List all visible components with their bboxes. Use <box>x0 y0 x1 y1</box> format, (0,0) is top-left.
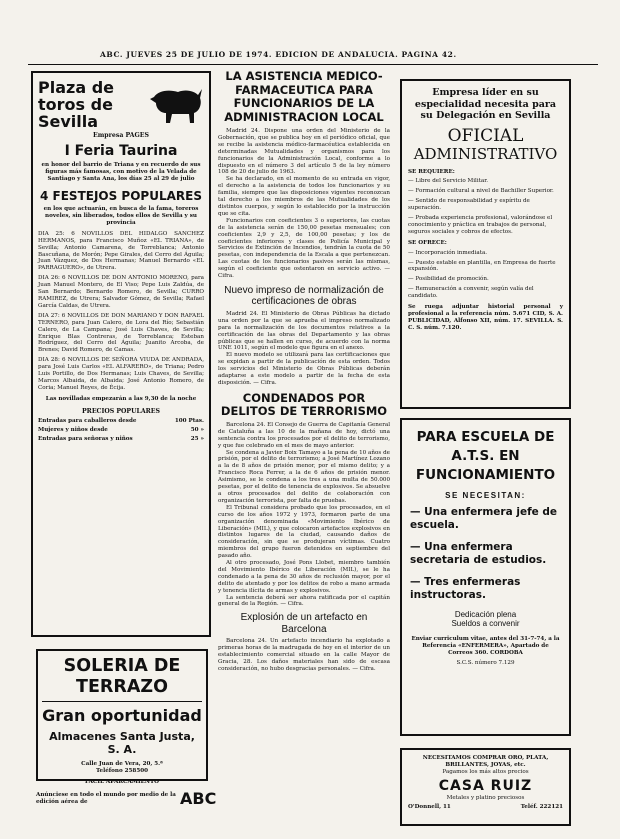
empresa-footer: Se ruega adjuntar historial personal y profesional a la referencia núm. 5.671 CID, S. A. PUBLICIDAD, Alfonso XII, núm. 17. SEVILLA. S. C. S. núm. 7.120. <box>408 304 563 331</box>
ruiz-name: CASA RUIZ <box>438 777 533 794</box>
plaza-empresa: Empresa PAGES <box>93 132 149 139</box>
certificaciones-para: Madrid 24. El Ministerio de Obras Públicas ha dictado una orden por la que se aprueba el impreso normalizado para la normalización de los documentos relativos a la certificación de las obras del Departamento y las obras públicas que se hallen en curso, de acuerdo con la norma UNE 1011, según el modelo que figura en el anexo. <box>218 310 390 352</box>
feria-title: I Feria Taurina <box>64 143 178 160</box>
day-3: DIA 27: 6 NOVILLOS DE DON MARIANO Y DON RAFAEL TERNERO, para Juan Calero, de Lora del Río; Sebastián Calero, de La Campana; José Luis Chaves, de Sevilla; Enrique Blas Contreras, de Torreblanca; Esteban Rodríguez, del Cerro del Águila; Juanito Arcoba, de Brenes; David Romero, de Camas. <box>38 312 204 354</box>
administrativo-title: ADMINISTRATIVO <box>413 144 558 163</box>
soleria-subtitle: Gran oportunidad <box>42 706 202 725</box>
escuela-scs: S.C.S. número 7.129 <box>456 659 515 666</box>
ruiz-intro2: Pagamos los más altos precios <box>442 768 529 775</box>
explosion-para: Barcelona 24. Un artefacto incendiario ha explotado a primeras horas de la madrugada de hoy en el interior de un establecimiento comercial situado en la calle Mayor de Gracia, 28. Los daños materiales han sido de escasa consideración, no hubo desgracias personales. — Cifra. <box>218 638 390 672</box>
condenados-para: Al otro procesado, José Pons Llobet, miembro también del Movimiento Ibérico de Liberación (MIL), se le ha condenado a la pena de 30 años de reclusión mayor, por el delito de atentado y por los delitos de robo a mano armada y tenencia ilícita de armas y explosivos. <box>218 560 390 594</box>
requires-list <box>408 178 563 235</box>
asistencia-body <box>218 128 390 280</box>
escuela-apply: Enviar curriculum vitae, antes del 31-7-74, a la Referencia «ENFERMERA», Apartado de Correos 360. CORDOBA <box>411 636 560 656</box>
escuela-item: — Una enfermera jefe de escuela. <box>410 506 558 531</box>
escuela-item: — Una enfermera secretaria de estudios. <box>410 541 547 566</box>
condenados-para: Barcelona 24. El Consejo de Guerra de Capitanía General de Cataluña a las 10 de la mañana de hoy, dictó una sentencia contra los procesados por el delito de terrorismo, y que fue celebrado en el mes de mayo anterior. <box>218 421 390 449</box>
oficial-title: OFICIAL <box>447 125 524 146</box>
ruiz-address: O'Donnell, 11 <box>408 803 451 810</box>
price-row: Mujeres y niños desde 50 » <box>38 427 204 433</box>
asistencia-para: Funcionarios con coeficientes 3 o superiores, las cuotas de la asistencia serán de 150,00 pesetas mensuales; con coeficientes 2,9 y 2,5, de 100,00 pesetas; y los de coeficientes inferiores y clases de Policía Municipal y Servicios de Extinción de Incendios, tendrán la cuota de 50 pesetas, con independencia de la Escala a que pertenezcan. Las cuotas de los funcionarios pasivos serán las mismas, según el coeficiente que ostentaron en servicio activo. — Cifra. <box>218 217 390 280</box>
requires-item: — Libre del Servicio Militar. <box>408 178 563 185</box>
offers-label: SE OFRECE: <box>408 239 447 246</box>
festejos-sub: en los que actuarán, en busca de la fama, toreros noveles, sin liberados, todos ellos de Sevilla y su provincia <box>43 206 199 226</box>
soleria-title: SOLERIA DE TERRAZO <box>42 656 202 702</box>
ruiz-desc: Metales y platino preciosos <box>446 794 525 801</box>
oficial-administrativo-ad <box>400 79 571 409</box>
soleria-parking: FACIL APARCAMIENTO <box>84 778 160 785</box>
center-column <box>218 70 390 832</box>
page-header: ABC. JUEVES 25 DE JULIO DE 1974. EDICION DE ANDALUCIA. PAGINA 42. <box>100 50 457 59</box>
offers-item: — Posibilidad de promoción. <box>408 276 563 283</box>
plaza-de-toros-ad <box>31 71 211 637</box>
start-note: Las novilladas empezarán a las 9,30 de la noche <box>45 395 197 402</box>
escuela-title: PARA ESCUELA DE A.T.S. EN FUNCIONAMIENTO <box>415 429 556 483</box>
condenados-para: La sentencia deberá ser ahora ratificada por el capitán general de la Región. — Cifra. <box>218 594 390 608</box>
day-2: DIA 26: 6 NOVILLOS DE DON ANTONIO MORENO, para Juan Manuel Montero, de El Viso; Pepe Luis Zaldúa, de San Bernardo; Bernardo Romero, de Sevilla; CURRO RAMIREZ, de Utrera; Salvador Gómez, de Sevilla; Rafael García Caldas, de Utrera. <box>38 275 204 309</box>
requires-item: — Probada experiencia profesional, valorándose el conocimiento y práctica en trabajos de personal, seguros sociales y cobros de efectos. <box>408 215 563 236</box>
festejos-days <box>38 231 204 392</box>
abc-logo: ABC <box>180 789 217 808</box>
ruiz-phone: Teléf. 222121 <box>520 803 563 810</box>
ruiz-contact <box>408 804 563 811</box>
prices-title: PRECIOS POPULARES <box>82 407 160 415</box>
certificaciones-headline: Nuevo impreso de normalización de certificaciones de obras <box>224 284 384 308</box>
condenados-para: Se condena a Javier Boix Tamayo a la pena de 10 años de prisión, por el delito de terrorismo; a José Martínez Lozano a la de 8 años de prisión menor, por el mismo delito; y a Francisco Roca Ferrer, a la de 6 años de prisión menor. Asimismo, se le condena a los tres a una multa de 50.000 pesetas, por el delito de tenencia de explosivos. Se absuelve a otros procesados del delito de colaboración con organización terrorista, por falta de pruebas. <box>218 449 390 504</box>
requires-item: — Sentido de responsabilidad y espíritu de superación. <box>408 198 563 212</box>
escuela-note2: Sueldos a convenir <box>451 619 520 628</box>
soleria-company: Almacenes Santa Justa, S. A. <box>49 730 195 756</box>
price-row: Entradas para caballeros desde 100 Ptas. <box>38 418 204 425</box>
day-4: DIA 28: 6 NOVILLOS DE SEÑORA VIUDA DE ANDRADA, para José Luis Carlos «EL ALFARERO», de Triana; Pedro Luis Portillo, de Dos Hermanas; Luis Chaves, de Sevilla; Marcos Albaida, de Albaida; José Antonio Romero, de Coria; Manuel Reyes, de Écija. <box>38 357 204 391</box>
condenados-para: El Tribunal considera probado que los procesados, en el curso de los años 1972 y 1973, formaron parte de una organización denominada «Movimiento Ibérico de Liberación» (MIL), y que colocaron artefactos explosivos en distintos lugares de la ciudad, causando daños de consideración, sin que se produjeran víctimas. Cuatro miembros del grupo fueron detenidos en septiembre del pasado año. <box>218 504 390 560</box>
requires-item: — Formación cultural a nivel de Bachiller Superior. <box>408 188 563 195</box>
condenados-headline: CONDENADOS POR DELITOS DE TERRORISMO <box>220 390 388 419</box>
offers-item: — Puesto estable en plantilla, en Empresa de fuerte expansión. <box>408 260 563 274</box>
feria-intro: en honor del barrio de Triana y en recuerdo de sus figuras más famosas, con motivo de la Velada de Santiago y Santa Ana, los días 25 al 29 de julio <box>41 162 201 183</box>
price-row: Entradas para señoras y niños 25 » <box>38 435 204 442</box>
bull-icon <box>148 83 204 127</box>
soleria-ad <box>36 649 208 785</box>
certificaciones-para: El nuevo modelo se utilizará para las certificaciones que se expidan a partir de la publicación de esta orden. Todos los servicios del Ministerio de Obras Públicas deberán adaptarse a este modelo a partir de la fecha de esta disposición. — Cifra. <box>218 352 390 386</box>
explosion-body <box>218 638 390 673</box>
offers-list <box>408 250 563 300</box>
festejos-title: 4 FESTEJOS POPULARES <box>40 189 202 204</box>
asistencia-para: Madrid 24. Dispone una orden del Ministerio de la Gobernación, que se publica hoy en el periódico oficial, que se recibe la asistencia médico-farmacéutica establecida en determinadas Mutualidades y organismos para los funcionarios de la Administración Local, conforme a lo dispuesto en el número 3 del artículo 5 de la ley número 108 de 20 de julio de 1963. <box>218 128 390 176</box>
soleria-phone: Teléfono 258500 <box>96 767 148 774</box>
soleria-address: Calle Juan de Vera, 20, 5.ª <box>81 761 163 767</box>
requires-label: SE REQUIERE: <box>408 168 455 175</box>
footer-left-text: Anúnciese en todo el mundo por medio de la edición aérea de <box>36 792 176 805</box>
day-1: DIA 25: 6 NOVILLOS DEL HIDALGO SANCHEZ HERMANOS, para Francisco Muñoz «EL TRIANA», de Sevilla; Antonio Camarena, de Torreblanca; Antonio Bascuñana, de Morón; Pepe Girales, del Cerro del Águila; Juan Vázquez, de Dos Hermanas; Manuel Bernardo «EL PARRAGUERO», de Utrera. <box>38 230 204 272</box>
condenados-body <box>218 422 390 608</box>
plaza-title: Plaza de toros de Sevilla <box>38 78 114 131</box>
escuela-item: — Tres enfermeras instructoras. <box>410 576 521 601</box>
asistencia-para: Se ha declarado, en el momento de su entrada en vigor, el derecho a la asistencia de todos los funcionarios y su familia, siempre que las disposiciones vigentes reconozcan tal derecho a los miembros de las Mutualidades de los distintos cuerpos, y según lo establecido por la instrucción que se cita. <box>218 176 390 217</box>
asistencia-headline: LA ASISTENCIA MEDICO-FARMACEUTICA PARA FUNCIONARIOS DE LA ADMINISTRACION LOCAL <box>224 70 384 124</box>
offers-item: — Incorporación inmediata. <box>408 250 563 257</box>
certificaciones-body <box>218 311 390 387</box>
empresa-intro: Empresa líder en su especialidad necesita para su Delegación en Sevilla <box>414 87 557 121</box>
escuela-note1: Dedicación plena <box>454 610 517 619</box>
escuela-needs: SE NECESITAN: <box>445 491 526 500</box>
explosion-headline: Explosión de un artefacto en Barcelona <box>240 612 368 635</box>
casa-ruiz-ad <box>400 748 571 826</box>
header-rule <box>28 64 598 65</box>
escuela-ats-ad <box>400 418 571 736</box>
escuela-list <box>410 506 561 602</box>
prices-list <box>38 418 204 443</box>
offers-item: — Remuneración a convenir, según valía del candidato. <box>408 286 563 300</box>
ruiz-intro: NECESITAMOS COMPRAR ORO, PLATA, BRILLANTES, JOYAS, etc. <box>422 755 549 768</box>
